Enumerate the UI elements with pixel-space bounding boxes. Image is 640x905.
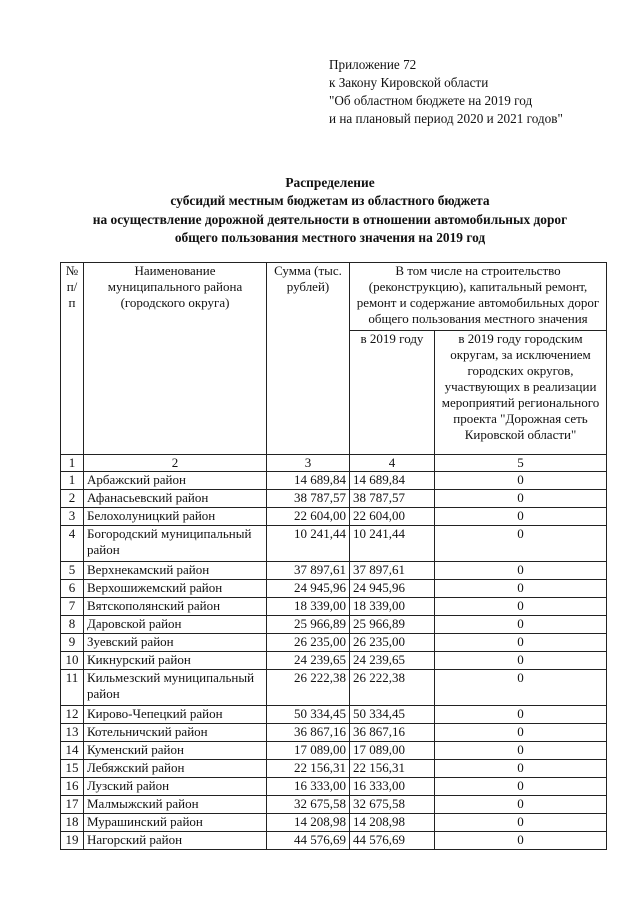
row-name: Арбажский район (84, 472, 267, 490)
row-name: Мурашинский район (84, 814, 267, 832)
column-number: 3 (267, 455, 350, 472)
row-number: 1 (61, 472, 84, 490)
row-number: 7 (61, 598, 84, 616)
row-name: Лузский район (84, 778, 267, 796)
row-number: 12 (61, 706, 84, 724)
row-name: Даровской район (84, 616, 267, 634)
row-sum: 38 787,57 (267, 490, 350, 508)
row-name: Куменский район (84, 742, 267, 760)
row-number: 11 (61, 670, 84, 706)
row-city-districts: 0 (435, 634, 607, 652)
row-2019: 17 089,00 (350, 742, 435, 760)
header-city-districts: в 2019 году городским округам, за исключением городских округов, участвующих в реализации мероприятий регионального проекта "Дорожная сеть Кировской области" (435, 331, 607, 455)
table-row (61, 706, 607, 724)
row-2019: 22 156,31 (350, 760, 435, 778)
title-line: субсидий местным бюджетам из областного бюджета (170, 193, 490, 209)
table-row (61, 634, 607, 652)
row-2019: 24 239,65 (350, 652, 435, 670)
row-name: Верхошижемский район (84, 580, 267, 598)
row-city-districts: 0 (435, 796, 607, 814)
row-number: 4 (61, 526, 84, 562)
row-sum: 16 333,00 (267, 778, 350, 796)
row-sum: 17 089,00 (267, 742, 350, 760)
row-name: Богородский муниципальный район (84, 526, 267, 562)
row-sum: 50 334,45 (267, 706, 350, 724)
row-number: 2 (61, 490, 84, 508)
row-name: Афанасьевский район (84, 490, 267, 508)
row-name: Котельничский район (84, 724, 267, 742)
row-2019: 25 966,89 (350, 616, 435, 634)
table-row (61, 598, 607, 616)
table-row (61, 508, 607, 526)
row-name: Лебяжский район (84, 760, 267, 778)
row-sum: 24 239,65 (267, 652, 350, 670)
row-sum: 26 235,00 (267, 634, 350, 652)
table-row (61, 616, 607, 634)
row-name: Белохолуницкий район (84, 508, 267, 526)
table-row (61, 742, 607, 760)
row-2019: 24 945,96 (350, 580, 435, 598)
row-2019: 16 333,00 (350, 778, 435, 796)
row-name: Кикнурский район (84, 652, 267, 670)
row-number: 9 (61, 634, 84, 652)
appendix-line: "Об областном бюджете на 2019 год (329, 93, 533, 108)
row-2019: 38 787,57 (350, 490, 435, 508)
row-name: Кильмезский муниципальный район (84, 670, 267, 706)
row-number: 17 (61, 796, 84, 814)
row-sum: 44 576,69 (267, 832, 350, 850)
row-city-districts: 0 (435, 562, 607, 580)
column-numbers-row (61, 455, 607, 472)
row-2019: 18 339,00 (350, 598, 435, 616)
table-row (61, 760, 607, 778)
appendix-line: к Закону Кировской области (329, 75, 489, 90)
row-number: 19 (61, 832, 84, 850)
row-2019: 14 208,98 (350, 814, 435, 832)
row-number: 8 (61, 616, 84, 634)
row-city-districts: 0 (435, 616, 607, 634)
row-city-districts: 0 (435, 472, 607, 490)
row-2019: 36 867,16 (350, 724, 435, 742)
document-title (40, 174, 620, 248)
row-2019: 26 235,00 (350, 634, 435, 652)
row-number: 14 (61, 742, 84, 760)
row-number: 16 (61, 778, 84, 796)
row-2019: 10 241,44 (350, 526, 435, 562)
table-row (61, 796, 607, 814)
row-number: 18 (61, 814, 84, 832)
row-city-districts: 0 (435, 580, 607, 598)
row-name: Нагорский район (84, 832, 267, 850)
table-row (61, 778, 607, 796)
row-number: 13 (61, 724, 84, 742)
header-including: В том числе на строительство (реконструкцию), капитальный ремонт, ремонт и содержание автомобильных дорог общего пользования местного значения (350, 263, 607, 331)
row-name: Вятскополянский район (84, 598, 267, 616)
table-body (61, 263, 607, 850)
row-name: Кирово-Чепецкий район (84, 706, 267, 724)
row-number: 10 (61, 652, 84, 670)
title-line: Распределение (285, 175, 375, 190)
table-row (61, 724, 607, 742)
row-name: Верхнекамский район (84, 562, 267, 580)
column-number: 4 (350, 455, 435, 472)
header-2019: в 2019 году (350, 331, 435, 455)
row-city-districts: 0 (435, 742, 607, 760)
row-2019: 26 222,38 (350, 670, 435, 706)
row-city-districts: 0 (435, 490, 607, 508)
subsidy-table (60, 262, 607, 850)
header-sum: Сумма (тыс. рублей) (267, 263, 350, 455)
row-number: 3 (61, 508, 84, 526)
column-number: 1 (61, 455, 84, 472)
row-sum: 25 966,89 (267, 616, 350, 634)
appendix-line: и на плановый период 2020 и 2021 годов" (329, 111, 563, 126)
row-name: Зуевский район (84, 634, 267, 652)
row-sum: 37 897,61 (267, 562, 350, 580)
row-sum: 22 604,00 (267, 508, 350, 526)
row-city-districts: 0 (435, 778, 607, 796)
row-city-districts: 0 (435, 724, 607, 742)
row-2019: 22 604,00 (350, 508, 435, 526)
row-city-districts: 0 (435, 760, 607, 778)
row-number: 5 (61, 562, 84, 580)
appendix-line: Приложение 72 (329, 57, 417, 72)
row-city-districts: 0 (435, 814, 607, 832)
table-row (61, 580, 607, 598)
table-row (61, 562, 607, 580)
row-number: 15 (61, 760, 84, 778)
row-2019: 14 689,84 (350, 472, 435, 490)
title-line: общего пользования местного значения на 2019 год (174, 230, 486, 246)
row-sum: 10 241,44 (267, 526, 350, 562)
row-city-districts: 0 (435, 526, 607, 562)
row-name: Малмыжский район (84, 796, 267, 814)
row-sum: 24 945,96 (267, 580, 350, 598)
header-row (61, 263, 607, 331)
row-city-districts: 0 (435, 832, 607, 850)
row-sum: 36 867,16 (267, 724, 350, 742)
appendix-header (329, 56, 563, 128)
table-row (61, 670, 607, 706)
table-row (61, 814, 607, 832)
row-city-districts: 0 (435, 652, 607, 670)
row-sum: 18 339,00 (267, 598, 350, 616)
row-sum: 22 156,31 (267, 760, 350, 778)
row-2019: 44 576,69 (350, 832, 435, 850)
row-city-districts: 0 (435, 598, 607, 616)
header-name: Наименование муниципального района (городского округа) (84, 263, 267, 455)
row-2019: 37 897,61 (350, 562, 435, 580)
row-city-districts: 0 (435, 706, 607, 724)
row-sum: 32 675,58 (267, 796, 350, 814)
row-2019: 32 675,58 (350, 796, 435, 814)
row-sum: 26 222,38 (267, 670, 350, 706)
table-row (61, 490, 607, 508)
table-row (61, 526, 607, 562)
column-number: 2 (84, 455, 267, 472)
table-row (61, 472, 607, 490)
row-2019: 50 334,45 (350, 706, 435, 724)
row-city-districts: 0 (435, 670, 607, 706)
row-sum: 14 689,84 (267, 472, 350, 490)
title-line: на осуществление дорожной деятельности в отношении автомобильных дорог (92, 211, 568, 227)
header-number: № п/п (61, 263, 84, 455)
table-row (61, 832, 607, 850)
row-sum: 14 208,98 (267, 814, 350, 832)
table-row (61, 652, 607, 670)
row-number: 6 (61, 580, 84, 598)
row-city-districts: 0 (435, 508, 607, 526)
column-number: 5 (435, 455, 607, 472)
